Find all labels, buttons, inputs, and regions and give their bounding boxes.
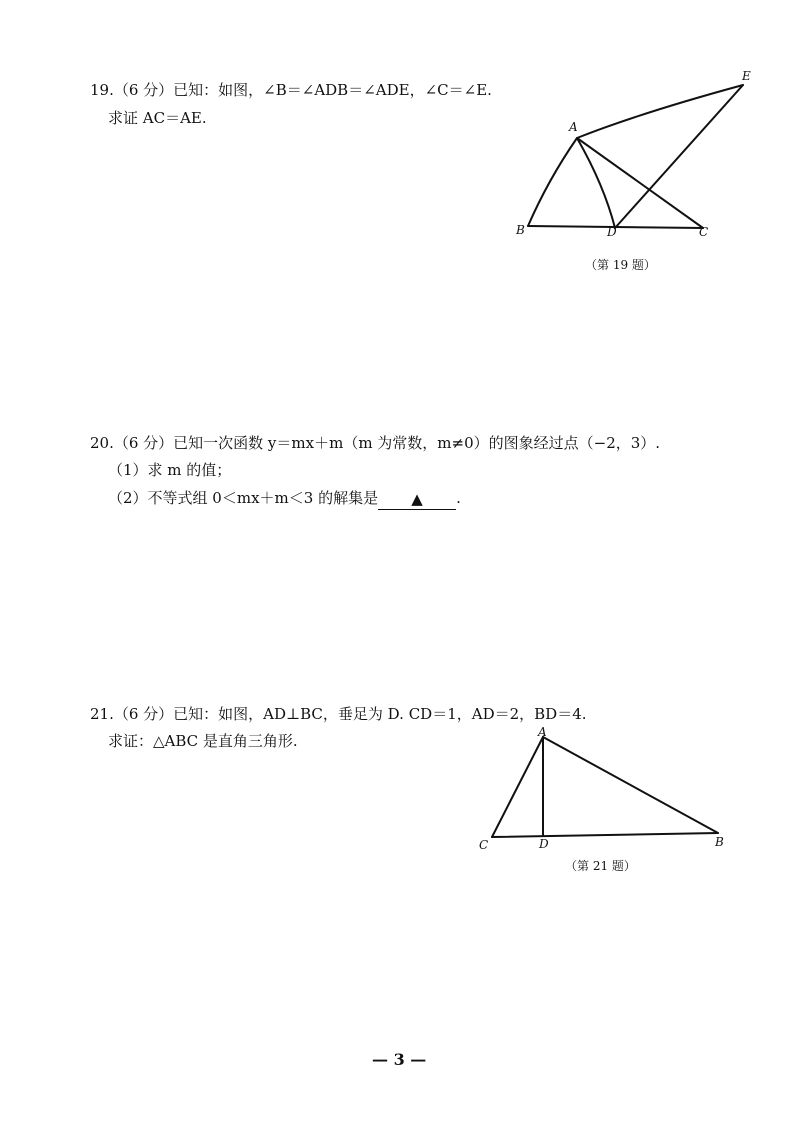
q19-figure [510, 65, 770, 245]
q19-point-a-label: A [569, 120, 578, 134]
q19-point-c-label: C [699, 225, 709, 239]
q19-prove: 求证 AC＝AE. [108, 109, 207, 127]
q20-part2-period: . [456, 489, 461, 507]
q21-point-b-label: B [715, 835, 724, 849]
q19-segment-de [615, 85, 743, 228]
q20-part2-text: （2）不等式组 0＜mx＋m＜3 的解集是 [108, 489, 379, 507]
q20-stem: 20.（6 分）已知一次函数 y＝mx＋m（m 为常数，m≠0）的图象经过点（−2，3）. [90, 434, 661, 452]
q21-segment-ac [492, 737, 543, 837]
q21-segment-cb [492, 833, 718, 837]
q20-answer-blank [378, 489, 456, 510]
q20-part1: （1）求 m 的值； [108, 461, 232, 479]
q21-point-a-label: A [538, 725, 547, 739]
page-number: — 3 — [372, 1050, 427, 1069]
triangle-icon: ▲ [411, 490, 423, 508]
q21-point-c-label: C [479, 838, 489, 852]
q19-point-b-label: B [516, 223, 525, 237]
q21-stem: 21.（6 分）已知：如图，AD⊥BC，垂足为 D. CD＝1，AD＝2，BD＝4. [90, 705, 587, 723]
q19-stem: 19.（6 分）已知：如图，∠B＝∠ADB＝∠ADE，∠C＝∠E. [90, 81, 492, 99]
q21-segment-ab [543, 737, 718, 833]
q19-point-d-label: D [607, 225, 617, 239]
q21-caption: （第 21 题） [565, 859, 636, 873]
q19-segment-ab [528, 138, 577, 226]
q19-caption: （第 19 题） [585, 258, 656, 272]
q21-figure [475, 725, 735, 855]
q19-point-e-label: E [742, 69, 751, 83]
q21-point-d-label: D [539, 837, 549, 851]
q20-part2 [108, 488, 461, 509]
q21-prove: 求证：△ABC 是直角三角形. [108, 732, 298, 750]
